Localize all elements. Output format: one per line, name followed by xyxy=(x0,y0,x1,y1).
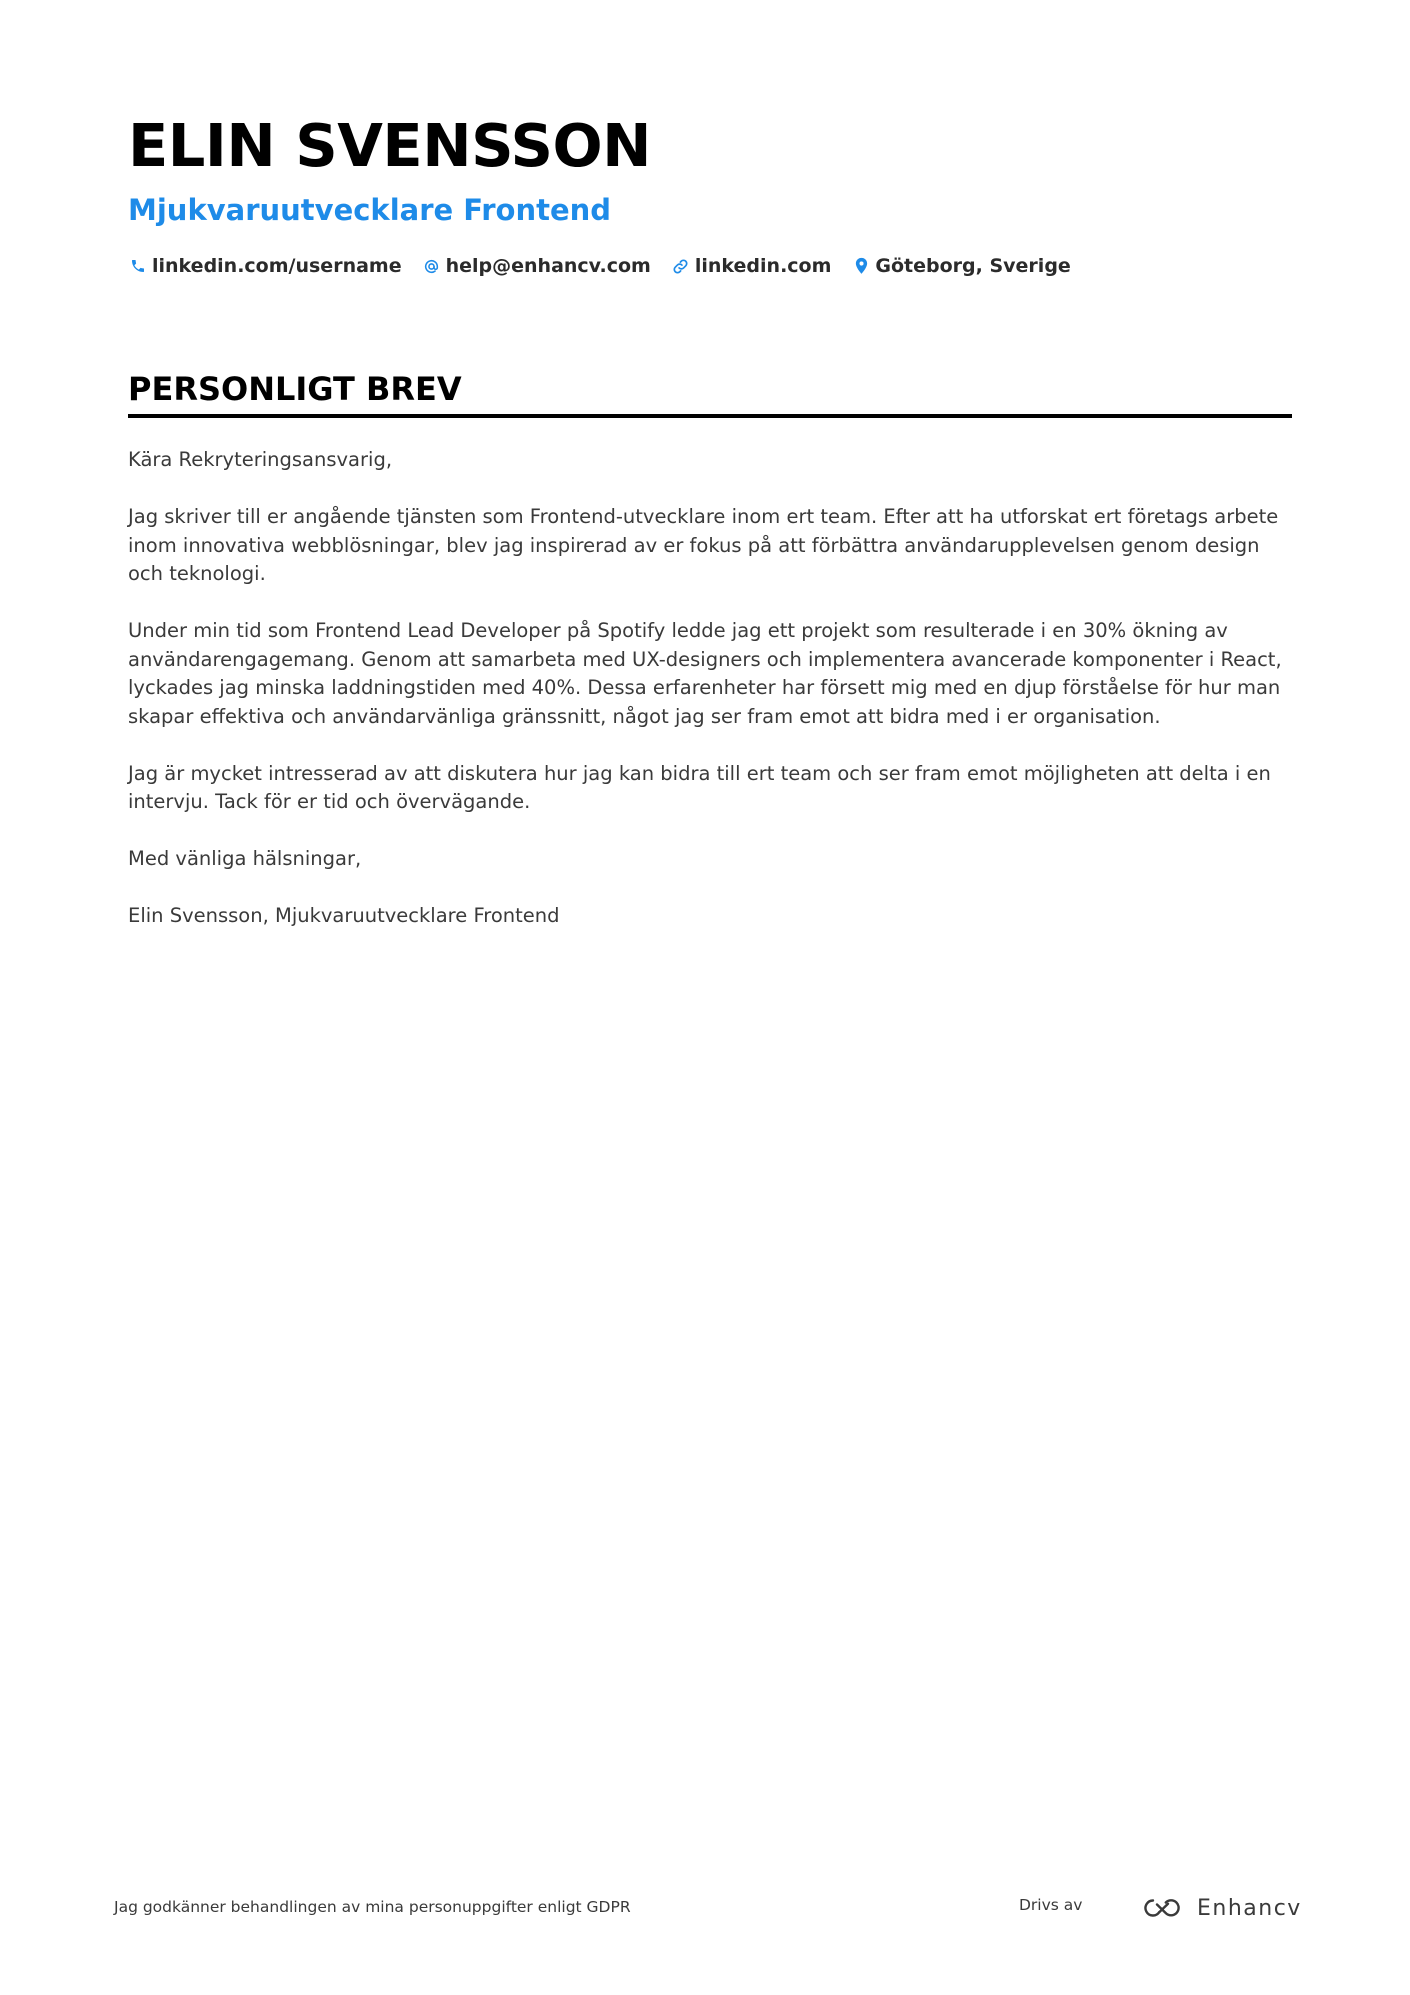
section-divider xyxy=(128,414,1292,418)
contact-phone-text: linkedin.com/username xyxy=(152,255,402,277)
letter-paragraph: Jag skriver till er angående tjänsten som Frontend-utvecklare inom ert team. Efter att ha utforskat ert företags arbete inom innovativa webblösningar, blev jag inspirerad av er fokus på att förbättra användarupplevelsen genom design och teknologi. xyxy=(128,505,1279,585)
enhancv-logo-icon xyxy=(1141,1896,1187,1920)
letter-body xyxy=(128,446,1292,931)
candidate-role: Mjukvaruutvecklare Frontend xyxy=(128,193,612,227)
letter-section xyxy=(128,368,1292,959)
phone-icon xyxy=(128,256,148,276)
location-pin-icon xyxy=(851,256,871,276)
letter-closing: Med vänliga hälsningar, xyxy=(128,847,362,870)
contact-link xyxy=(671,255,832,277)
at-icon xyxy=(422,256,442,276)
contact-email-text: help@enhancv.com xyxy=(445,255,651,277)
contact-link-text: linkedin.com xyxy=(694,255,832,277)
footer xyxy=(114,1888,1302,1928)
contact-location-text: Göteborg, Sverige xyxy=(875,255,1071,277)
gdpr-consent-text: Jag godkänner behandlingen av mina personuppgifter enligt GDPR xyxy=(114,1898,631,1916)
contact-location xyxy=(851,255,1070,277)
contact-bar xyxy=(128,252,1292,280)
section-title: PERSONLIGT BREV xyxy=(128,370,462,408)
contact-phone xyxy=(128,255,402,277)
letter-signature: Elin Svensson, Mjukvaruutvecklare Frontend xyxy=(128,904,560,927)
contact-email xyxy=(422,255,651,277)
candidate-name: ELIN SVENSSON xyxy=(128,111,651,180)
link-icon xyxy=(671,256,691,276)
header xyxy=(128,108,1292,280)
letter-greeting: Kära Rekryteringsansvarig, xyxy=(128,448,393,471)
letter-paragraph: Under min tid som Frontend Lead Developer på Spotify ledde jag ett projekt som resulterade i en 30% ökning av användarengagemang. Genom att samarbeta med UX-designers och implementera avancerade komponenter i React, lyckades jag minska laddningstiden med 40%. Dessa erfarenheter har försett mig med en djup förståelse för hur man skapar effektiva och användarvänliga gränssnitt, något jag ser fram emot att bidra med i er organisation. xyxy=(128,619,1282,728)
powered-by-label: Drivs av xyxy=(1019,1896,1083,1914)
brand-link[interactable] xyxy=(1141,1888,1302,1928)
brand-name: Enhancv xyxy=(1197,1895,1302,1921)
letter-paragraph: Jag är mycket intresserad av att diskutera hur jag kan bidra till ert team och ser fram emot möjligheten att delta i en intervju. Tack för er tid och övervägande. xyxy=(128,761,1271,813)
